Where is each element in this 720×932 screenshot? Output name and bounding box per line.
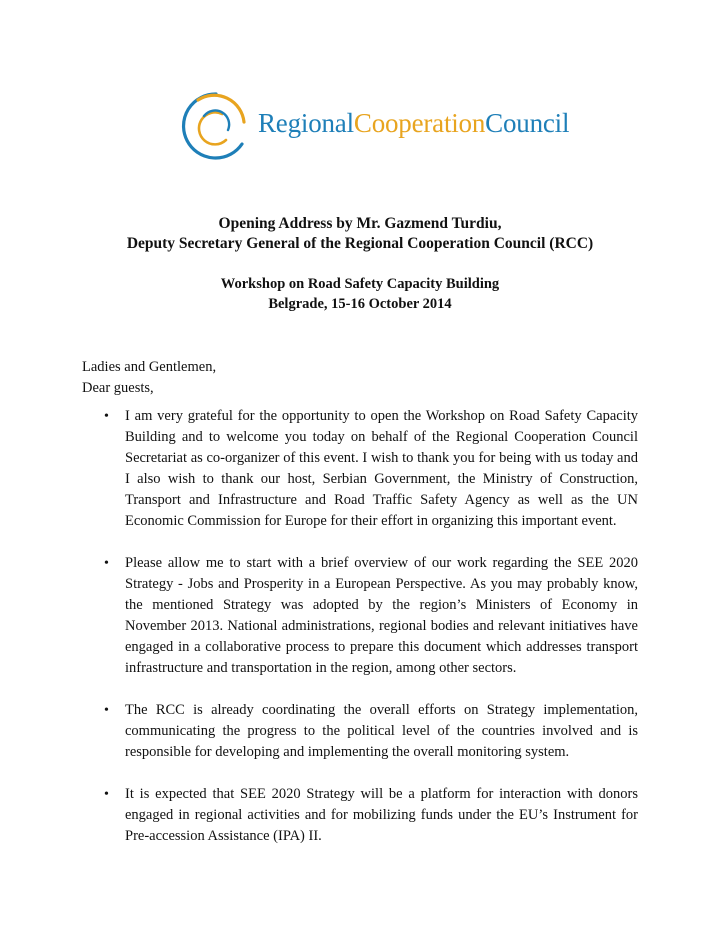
title-line-1: Opening Address by Mr. Gazmend Turdiu, bbox=[218, 215, 502, 232]
bullet-dot-icon: • bbox=[104, 409, 109, 424]
bullet-item bbox=[82, 406, 638, 532]
bullet-list bbox=[82, 406, 638, 868]
bullet-dot-icon: • bbox=[104, 556, 109, 571]
bullet-item bbox=[82, 700, 638, 763]
rcc-emblem-icon bbox=[172, 86, 252, 166]
logo-word-council: Council bbox=[485, 108, 570, 138]
title-line-2: Deputy Secretary General of the Regional Cooperation Council (RCC) bbox=[126, 235, 594, 252]
bullet-dot-icon: • bbox=[104, 703, 109, 718]
event-place-date: Belgrade, 15-16 October 2014 bbox=[268, 296, 452, 312]
logo-word-cooperation: Cooperation bbox=[353, 108, 486, 138]
bullet-text: It is expected that SEE 2020 Strategy will be a platform for interaction with donors engaged in regional activities and for mobilizing funds under the EU’s Instrument for Pre-accession Assistance (IPA) II. bbox=[125, 786, 638, 844]
greeting bbox=[82, 357, 216, 399]
bullet-text: The RCC is already coordinating the overall efforts on Strategy implementation, communicating the progress to the political level of the countries involved and is responsible for developing and implementing the overall monitoring system. bbox=[125, 702, 638, 760]
logo-word-regional: Regional bbox=[258, 108, 354, 138]
bullet-dot-icon: • bbox=[104, 787, 109, 802]
event-name: Workshop on Road Safety Capacity Building bbox=[220, 276, 500, 292]
bullet-text: I am very grateful for the opportunity to open the Workshop on Road Safety Capacity Building and to welcome you today on behalf of the Regional Cooperation Council Secretariat as co-organizer of this event. I wish to thank you for being with us today and I also wish to thank our host, Serbian Government, the Ministry of Construction, Transport and Infrastructure and Road Traffic Safety Agency as well as the UN Economic Commission for Europe for their effort in organizing this important event. bbox=[125, 408, 638, 529]
bullet-text: Please allow me to start with a brief overview of our work regarding the SEE 2020 Strategy - Jobs and Prosperity in a European Perspective. As you may probably know, the mentioned Strategy was adopted by the region’s Ministers of Economy in November 2013. National administrations, regional bodies and relevant initiatives have engaged in a collaborative process to prepare this document which addresses transport infrastructure and transportation in the region, among other sectors. bbox=[125, 555, 638, 676]
rcc-logo bbox=[172, 86, 572, 166]
document-title-block bbox=[0, 214, 720, 314]
bullet-item bbox=[82, 784, 638, 847]
bullet-item bbox=[82, 553, 638, 679]
greeting-line-1: Ladies and Gentlemen, bbox=[82, 359, 217, 375]
greeting-line-2: Dear guests, bbox=[82, 380, 154, 396]
logo-wordmark bbox=[258, 106, 569, 140]
